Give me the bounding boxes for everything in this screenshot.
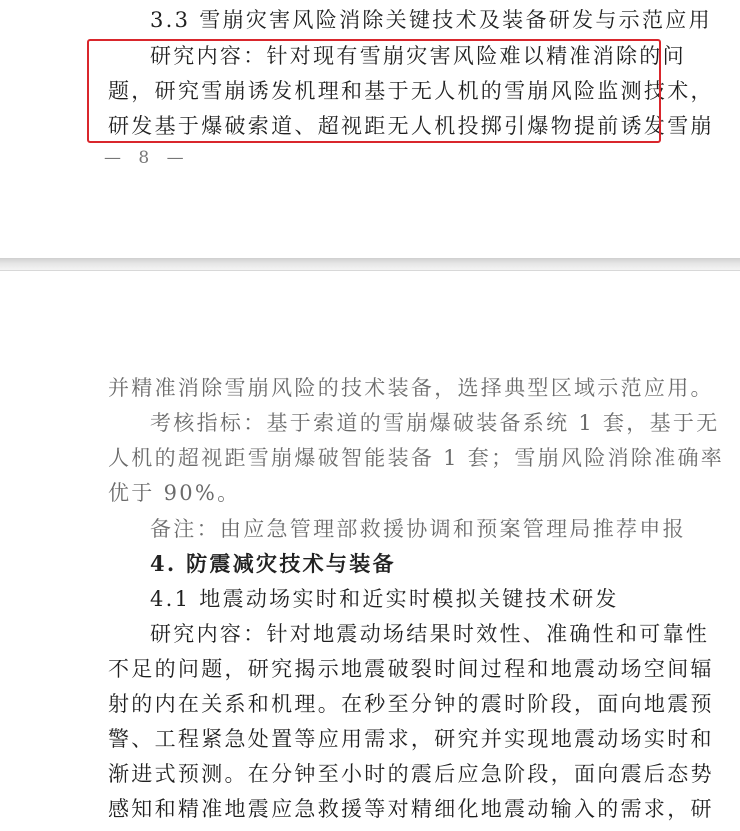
paragraph-line: 研究内容：针对现有雪崩灾害风险难以精准消除的问 (150, 44, 686, 68)
paragraph-line: 警、工程紧急处置等应用需求，研究并实现地震动场实时和 (108, 727, 714, 751)
paragraph-line: 射的内在关系和机理。在秒至分钟的震时阶段，面向地震预 (108, 692, 714, 716)
highlight-box (87, 39, 661, 143)
paragraph-line: 并精准消除雪崩风险的技术装备，选择典型区域示范应用。 (108, 376, 714, 400)
paragraph-line: 题，研究雪崩诱发机理和基于无人机的雪崩风险监测技术， (108, 79, 714, 103)
page-separator (0, 258, 740, 270)
remark-line: 备注：由应急管理部救援协调和预案管理局推荐申报 (150, 517, 686, 541)
section-heading-4-1: 4.1 地震动场实时和近实时模拟关键技术研发 (150, 587, 619, 611)
paragraph-line: 研发基于爆破索道、超视距无人机投掷引爆物提前诱发雪崩 (108, 114, 714, 138)
paragraph-line: 感知和精准地震应急救援等对精细化地震动输入的需求，研 (108, 797, 714, 821)
paragraph-line: 渐进式预测。在分钟至小时的震后应急阶段，面向震后态势 (108, 762, 714, 786)
document-page-top (0, 0, 740, 258)
assessment-line: 考核指标：基于索道的雪崩爆破装备系统 1 套，基于无 (150, 411, 720, 435)
section-heading-3-3: 3.3 雪崩灾害风险消除关键技术及装备研发与示范应用 (150, 8, 712, 32)
page-number: — 8 — (104, 148, 190, 168)
paragraph-line: 研究内容：针对地震动场结果时效性、准确性和可靠性 (150, 622, 710, 646)
paragraph-line: 优于 90%。 (108, 481, 241, 505)
section-heading-4: 4. 防震减灾技术与装备 (150, 551, 396, 576)
paragraph-line: 不足的问题，研究揭示地震破裂时间过程和地震动场空间辐 (108, 657, 714, 681)
document-page-bottom (0, 270, 740, 831)
paragraph-line: 人机的超视距雪崩爆破智能装备 1 套；雪崩风险消除准确率 (108, 446, 725, 470)
